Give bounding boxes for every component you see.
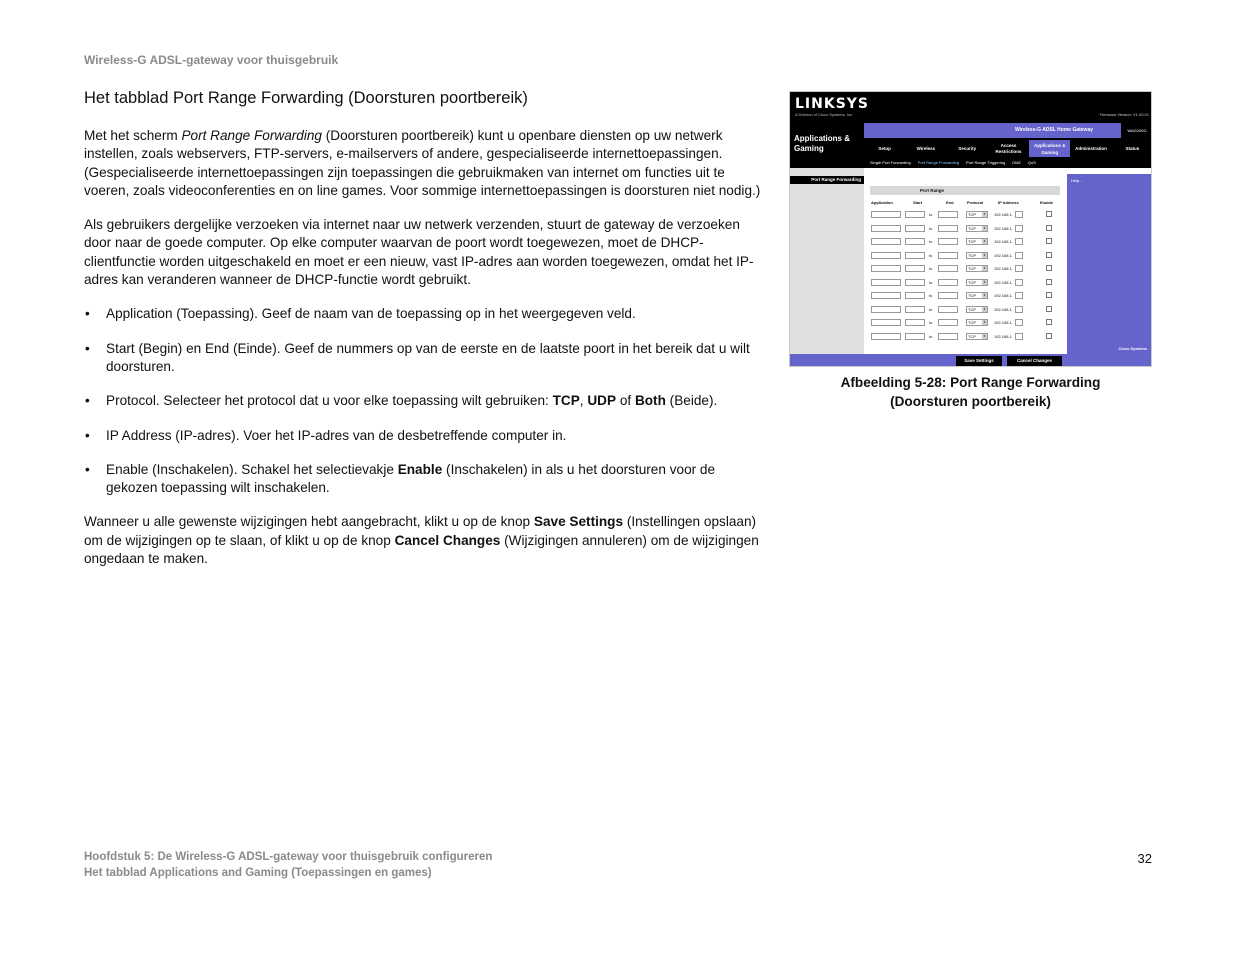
subtab-single-port[interactable]: Single Port Forwarding: [870, 160, 911, 165]
port-range-table: [870, 186, 1065, 354]
protocol-value: TCP: [968, 225, 976, 231]
bullet: •: [85, 306, 90, 322]
table-row: [870, 224, 1065, 233]
ip-octet-input[interactable]: [1015, 211, 1023, 218]
chevron-down-icon: ▾: [983, 225, 986, 230]
start-port-input[interactable]: [905, 319, 925, 326]
to-label: to: [929, 225, 933, 231]
protocol-tcp: TCP: [552, 393, 580, 409]
ip-prefix: 192.168.1.: [994, 212, 1013, 217]
enable-checkbox[interactable]: [1046, 211, 1052, 217]
model-name: Wireless-G ADSL Home Gateway: [1014, 127, 1094, 133]
to-label: to: [929, 279, 933, 285]
router-subtabs: [864, 157, 1152, 168]
end-port-input[interactable]: [938, 279, 958, 286]
col-ip-address: IP Address: [998, 200, 1019, 205]
protocol-both: Both: [634, 393, 666, 409]
ip-prefix: 192.168.1.: [994, 279, 1013, 285]
protocol-value: TCP: [968, 212, 976, 217]
list-item-application: [84, 305, 764, 323]
protocol-value: TCP: [968, 252, 976, 258]
subtab-dmz[interactable]: DMZ: [1012, 160, 1021, 165]
protocol-text: Protocol. Selecteer het protocol dat u voor elke toepassing wilt gebruiken:: [106, 393, 553, 409]
end-port-input[interactable]: [938, 319, 958, 326]
closing-post: (Wijzigingen annuleren) om de wijzigingen ongedaan te maken.: [84, 532, 759, 567]
router-left-label: Port Range Forwarding: [790, 176, 864, 184]
end-port-input[interactable]: [938, 225, 958, 232]
caption-line-1: Afbeelding 5-28: Port Range Forwarding: [840, 375, 1101, 390]
help-link[interactable]: Help...: [1071, 178, 1083, 183]
protocol-select[interactable]: [966, 225, 988, 232]
ip-octet-input[interactable]: [1015, 306, 1023, 313]
start-end-text: Start (Begin) en End (Einde). Geef de nummers op van de eerste en de laatste poort in het bereik dat u wilt doorsturen.: [106, 340, 750, 374]
closing-cancel: Cancel Changes: [394, 532, 501, 548]
chevron-down-icon: ▾: [983, 306, 986, 311]
ip-octet-input[interactable]: [1015, 252, 1023, 259]
to-label: to: [929, 333, 933, 339]
list-item-protocol: [84, 392, 764, 410]
enable-checkbox[interactable]: [1046, 292, 1052, 298]
ip-octet-input[interactable]: [1015, 265, 1023, 272]
tab-administration[interactable]: Administration: [1075, 146, 1107, 151]
start-port-input[interactable]: [905, 306, 925, 313]
enable-checkbox[interactable]: [1046, 265, 1052, 271]
application-text: Application (Toepassing). Geef de naam van de toepassing op in het weergegeven veld.: [106, 306, 636, 322]
subtab-port-range-triggering[interactable]: Port Range Triggering: [966, 160, 1006, 165]
firmware-version: Firmware Version: V1.00.01: [1099, 112, 1149, 117]
to-label: to: [929, 239, 933, 244]
application-input[interactable]: [871, 292, 901, 299]
ip-octet-input[interactable]: [1015, 333, 1023, 340]
field-list: [84, 305, 764, 497]
intro-prefix: Met het scherm: [84, 128, 182, 143]
chevron-down-icon: ▾: [983, 320, 986, 324]
ip-prefix: 192.168.1.: [994, 252, 1013, 258]
ip-text: IP Address (IP-adres). Voer het IP-adres van de desbetreffende computer in.: [106, 427, 567, 443]
running-header: Wireless-G ADSL-gateway voor thuisgebruik: [84, 53, 339, 67]
table-row: [870, 210, 1065, 219]
col-start: Start: [913, 200, 923, 205]
protocol-select[interactable]: [966, 265, 988, 272]
list-item-start-end: [84, 340, 764, 377]
chevron-down-icon: ▾: [983, 239, 986, 243]
protocol-value: TCP: [968, 293, 976, 298]
table-row: [870, 251, 1065, 260]
chevron-down-icon: ▾: [983, 279, 986, 284]
enable-checkbox[interactable]: [1046, 238, 1052, 244]
protocol-select[interactable]: [966, 306, 988, 313]
logo-subtitle: A Division of Cisco Systems, Inc.: [795, 112, 854, 117]
bullet: •: [85, 461, 90, 477]
enable-checkbox[interactable]: [1046, 306, 1052, 312]
protocol-comma: ,: [579, 393, 588, 409]
paragraph-two: Als gebruikers dergelijke verzoeken via internet naar uw netwerk verzenden, stuurt de gateway de verzoeken door naar de goede computer. Op elke computer waarvan de poort wordt toegewezen, moet de DHCP-clientfunctie worden uitgeschakeld en moet er een nieuw, vast IP-adres aan worden toegewezen, omdat het IP-adres kan veranderen wanneer de DHCP-functie wordt gebruikt.: [84, 217, 754, 288]
ip-octet-input[interactable]: [1015, 225, 1023, 232]
to-label: to: [929, 212, 933, 217]
ip-prefix: 192.168.1.: [994, 266, 1013, 271]
closing-pre: Wanneer u alle gewenste wijzigingen hebt aangebracht, klikt u op de knop: [84, 514, 534, 530]
intro-screen-name: Port Range Forwarding: [181, 128, 322, 143]
tab-security[interactable]: Security: [958, 146, 977, 151]
application-input[interactable]: [871, 211, 901, 218]
protocol-select[interactable]: [966, 292, 988, 299]
application-input[interactable]: [871, 333, 901, 340]
list-item-ip: [84, 427, 764, 445]
end-port-input[interactable]: [938, 252, 958, 259]
protocol-select[interactable]: [966, 238, 988, 245]
intro-text: (Doorsturen poortbereik) kunt u openbare diensten op uw netwerk instellen, zoals webservers, FTP-servers, e-mailservers of andere, gespecialiseerde internettoepassingen. (Gespecialiseerde internettoepassingen zijn toepassingen die gebruikmaken van internet om functies uit te voeren, zoals videoconferenties en on line games. Voor sommige internettoepassingen is doorsturen niet nodig.): [84, 128, 761, 198]
tab-wireless[interactable]: Wireless: [916, 146, 936, 151]
enable-checkbox[interactable]: [1046, 225, 1052, 231]
chevron-down-icon: ▾: [983, 212, 986, 216]
protocol-select[interactable]: [966, 319, 988, 326]
ip-prefix: 192.168.1.: [994, 320, 1013, 325]
ip-prefix: 192.168.1.: [994, 306, 1013, 312]
ip-prefix: 192.168.1.: [994, 293, 1013, 298]
closing-mid: (Instellingen opslaan) om de wijzigingen op te slaan, of klikt u op de knop: [84, 514, 757, 548]
to-label: to: [929, 293, 933, 298]
enable-checkbox[interactable]: [1046, 333, 1052, 339]
ip-octet-input[interactable]: [1015, 238, 1023, 245]
application-input[interactable]: [871, 225, 901, 232]
chevron-down-icon: ▾: [983, 333, 986, 338]
protocol-value: TCP: [968, 266, 976, 271]
to-label: to: [929, 252, 933, 258]
application-input[interactable]: [871, 265, 901, 272]
router-button-bar: [790, 354, 1152, 367]
end-port-input[interactable]: [938, 333, 958, 340]
application-input[interactable]: [871, 319, 901, 326]
col-application: Application: [871, 200, 893, 205]
chevron-down-icon: ▾: [983, 293, 986, 297]
application-input[interactable]: [871, 252, 901, 259]
table-row: [870, 305, 1065, 314]
enable-bold: Enable: [397, 461, 443, 477]
tab-access-restrictions[interactable]: Access Restrictions: [995, 143, 1022, 154]
closing-paragraph: [84, 513, 764, 568]
end-port-input[interactable]: [938, 211, 958, 218]
chevron-down-icon: ▾: [983, 252, 986, 257]
ip-prefix: 192.168.1.: [994, 239, 1013, 244]
caption-line-2: (Doorsturen poortbereik): [890, 394, 1051, 409]
chevron-down-icon: ▾: [983, 266, 986, 270]
table-row: [870, 332, 1065, 341]
model-number: WAG200G: [1121, 123, 1152, 138]
footer-section: Het tabblad Applications and Gaming (Toepassingen en games): [84, 867, 432, 879]
start-port-input[interactable]: [905, 292, 925, 299]
protocol-value: TCP: [968, 239, 976, 244]
end-port-input[interactable]: [938, 292, 958, 299]
table-row: [870, 237, 1065, 246]
save-settings-button[interactable]: Save Settings: [956, 356, 1002, 366]
figure-caption: [789, 373, 1152, 411]
closing-save: Save Settings: [533, 514, 624, 530]
ip-prefix: 192.168.1.: [994, 225, 1013, 231]
protocol-post: (Beide).: [665, 393, 718, 409]
footer-chapter: Hoofdstuk 5: De Wireless-G ADSL-gateway voor thuisgebruik configureren: [84, 851, 493, 863]
application-input[interactable]: [871, 306, 901, 313]
enable-checkbox[interactable]: [1046, 252, 1052, 258]
cancel-changes-button[interactable]: Cancel Changes: [1007, 356, 1062, 366]
protocol-select[interactable]: [966, 279, 988, 286]
application-input[interactable]: [871, 238, 901, 245]
table-row: [870, 264, 1065, 273]
section-heading: Het tabblad Port Range Forwarding (Doorsturen poortbereik): [84, 89, 528, 107]
table-row: [870, 318, 1065, 327]
start-port-input[interactable]: [905, 333, 925, 340]
end-port-input[interactable]: [938, 238, 958, 245]
cisco-logo: Cisco Systems: [1118, 346, 1147, 351]
router-tabs: [864, 140, 1152, 157]
router-screenshot: [789, 91, 1152, 367]
enable-text: Enable (Inschakelen). Schakel het selectievakje: [106, 461, 398, 477]
application-input[interactable]: [871, 279, 901, 286]
router-left-panel: [790, 168, 864, 356]
protocol-udp: UDP: [587, 393, 617, 409]
enable-checkbox[interactable]: [1046, 279, 1052, 285]
ip-prefix: 192.168.1.: [994, 333, 1013, 339]
to-label: to: [929, 266, 933, 271]
column-headers: [870, 200, 1065, 206]
protocol-value: TCP: [968, 279, 976, 285]
start-port-input[interactable]: [905, 211, 925, 218]
protocol-select[interactable]: [966, 333, 988, 340]
tab-applications-gaming[interactable]: Applications & Gaming: [1029, 140, 1070, 157]
protocol-of: of: [616, 393, 635, 409]
protocol-select[interactable]: [966, 252, 988, 259]
to-label: to: [929, 320, 933, 325]
table-row: [870, 291, 1065, 300]
linksys-logo: LINKSYS: [795, 96, 869, 112]
start-port-input[interactable]: [905, 279, 925, 286]
table-row: [870, 278, 1065, 287]
page-number: 32: [1137, 851, 1152, 866]
col-enable: Enable: [1040, 200, 1054, 205]
intro-paragraph: [84, 127, 764, 200]
protocol-value: TCP: [968, 333, 976, 339]
ip-octet-input[interactable]: [1015, 279, 1023, 286]
start-port-input[interactable]: [905, 265, 925, 272]
list-item-enable: [84, 461, 764, 498]
enable-post: (Inschakelen) in als u het doorsturen voor de gekozen toepassing wilt inschakelen.: [106, 461, 716, 496]
start-port-input[interactable]: [905, 238, 925, 245]
end-port-input[interactable]: [938, 265, 958, 272]
tab-setup[interactable]: Setup: [878, 146, 891, 151]
subtab-qos[interactable]: QoS: [1027, 160, 1036, 165]
router-section-title: Applications & Gaming: [794, 134, 851, 153]
subtab-port-range-forwarding[interactable]: Port Range Forwarding: [917, 160, 960, 165]
start-port-input[interactable]: [905, 252, 925, 259]
body-text: [84, 127, 764, 584]
bullet: •: [85, 340, 90, 356]
ip-octet-input[interactable]: [1015, 292, 1023, 299]
col-protocol: Protocol: [967, 200, 984, 205]
col-end: End: [946, 200, 954, 205]
protocol-value: TCP: [968, 306, 976, 312]
bullet: •: [85, 427, 90, 443]
help-panel: [1067, 174, 1151, 356]
to-label: to: [929, 306, 933, 312]
bullet: •: [85, 393, 90, 409]
protocol-select[interactable]: [966, 211, 988, 218]
ip-octet-input[interactable]: [1015, 319, 1023, 326]
port-range-title: Port Range: [870, 186, 1060, 195]
enable-checkbox[interactable]: [1046, 319, 1052, 325]
tab-status[interactable]: Status: [1125, 146, 1140, 151]
protocol-value: TCP: [968, 320, 976, 325]
end-port-input[interactable]: [938, 306, 958, 313]
start-port-input[interactable]: [905, 225, 925, 232]
model-bar: [864, 123, 1152, 138]
